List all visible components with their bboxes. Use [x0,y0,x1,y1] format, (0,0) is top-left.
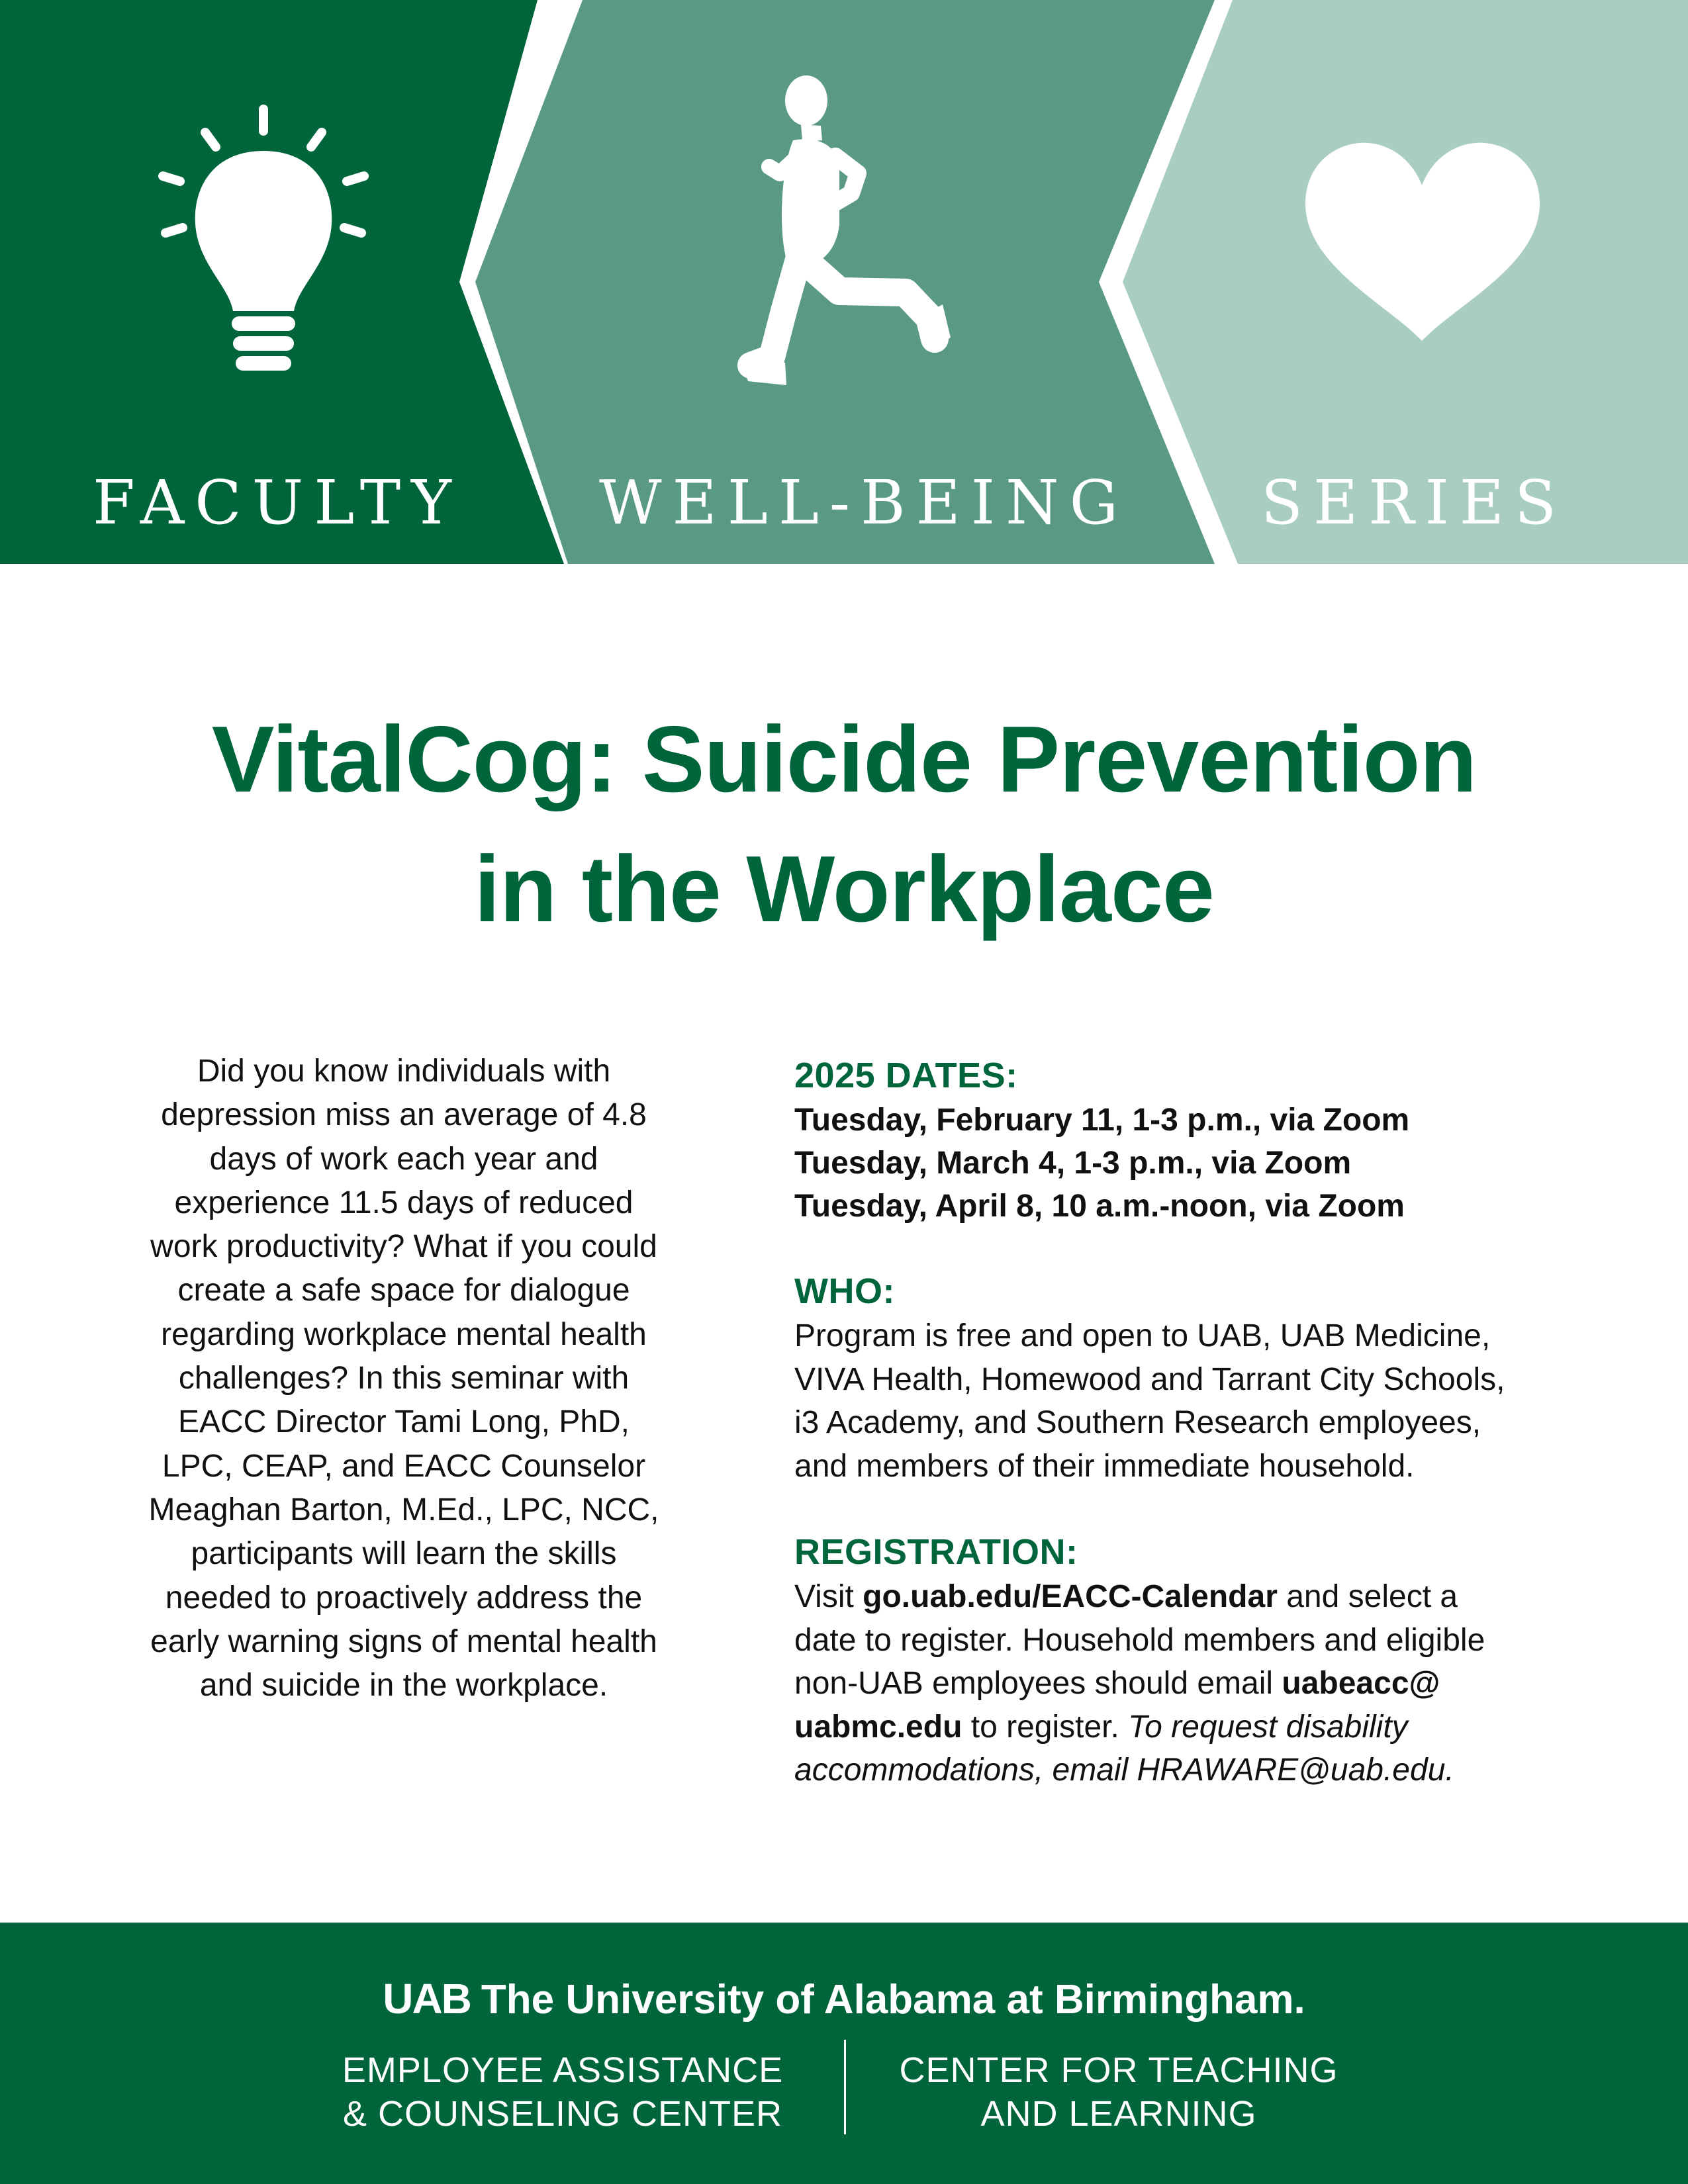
registration-section [794,1529,1485,1792]
ctl-center-name [887,2048,1350,2136]
date-item: Tuesday, March 4, 1-3 p.m., via Zoom [794,1146,1352,1181]
date-item: Tuesday, February 11, 1-3 p.m., via Zoom [794,1103,1410,1138]
who-section [794,1268,1505,1488]
banner-word-series: SERIES [1261,467,1567,538]
accommodations-note-b: accommodations, email HRAWARE@uab.edu. [794,1752,1454,1788]
intro-paragraph: Did you know individuals with depression miss an average of 4.8 days of work each year and experience 11.5 days of reduced work productivity? What if you could create a safe space for dialogue regarding workplace mental health challenges? In this seminar with EACC Director Tami Long, PhD, LPC, CEAP, and EACC Counselor Meaghan Barton, M.Ed., LPC, NCC, participants will learn the skills needed to proactively address the early warning signs of mental health and suicide in the workplace. [148,1054,659,1704]
email-intro-text: non-UAB employees should email [794,1666,1274,1701]
email-link-part-2[interactable]: uabmc.edu [794,1709,962,1745]
eacc-line-2: & COUNSELING CENTER [342,2094,783,2134]
who-line: VIVA Health, Homewood and Tarrant City Schools, [794,1361,1505,1397]
visit-text: Visit [794,1579,854,1614]
who-line: and members of their immediate household. [794,1448,1415,1484]
banner-word-faculty: FACULTY [93,467,462,538]
title-line-2: in the Workplace [474,837,1214,942]
register-text: to register. [970,1709,1119,1745]
who-line: Program is free and open to UAB, UAB Medicine, [794,1318,1491,1353]
registration-line: date to register. Household members and eligible [794,1622,1485,1658]
footer-bar [0,1923,1688,2184]
title-line-1: VitalCog: Suicide Prevention [211,707,1477,812]
university-name: The University of Alabama at Birmingham. [481,1977,1305,2023]
registration-line [794,1706,1485,1749]
page-title [66,695,1622,954]
banner-word-well-being: WELL-BEING [599,467,1129,538]
registration-line [794,1575,1485,1619]
email-link-part-1[interactable]: uabeacc@ [1282,1666,1440,1701]
dates-section [794,1052,1409,1228]
who-line: i3 Academy, and Southern Research employees, [794,1405,1481,1440]
eacc-center-name [331,2048,794,2136]
calendar-link[interactable]: go.uab.edu/EACC-Calendar [863,1579,1278,1614]
dates-heading: 2025 DATES: [794,1056,1018,1095]
series-banner [0,0,1688,564]
registration-heading: REGISTRATION: [794,1532,1078,1572]
date-item: Tuesday, April 8, 10 a.m.-noon, via Zoom [794,1189,1405,1224]
registration-line [794,1749,1485,1792]
eacc-line-1: EMPLOYEE ASSISTANCE [342,2050,784,2090]
footer-divider [844,2040,846,2134]
ctl-line-2: AND LEARNING [980,2094,1257,2134]
ctl-line-1: CENTER FOR TEACHING [899,2050,1338,2090]
university-line [0,1969,1688,2030]
registration-line [794,1662,1485,1706]
who-heading: WHO: [794,1271,895,1311]
after-link-text: and select a [1286,1579,1458,1614]
accommodations-note-a: To request disability [1128,1709,1408,1745]
uab-logo: UAB [383,1975,471,2023]
